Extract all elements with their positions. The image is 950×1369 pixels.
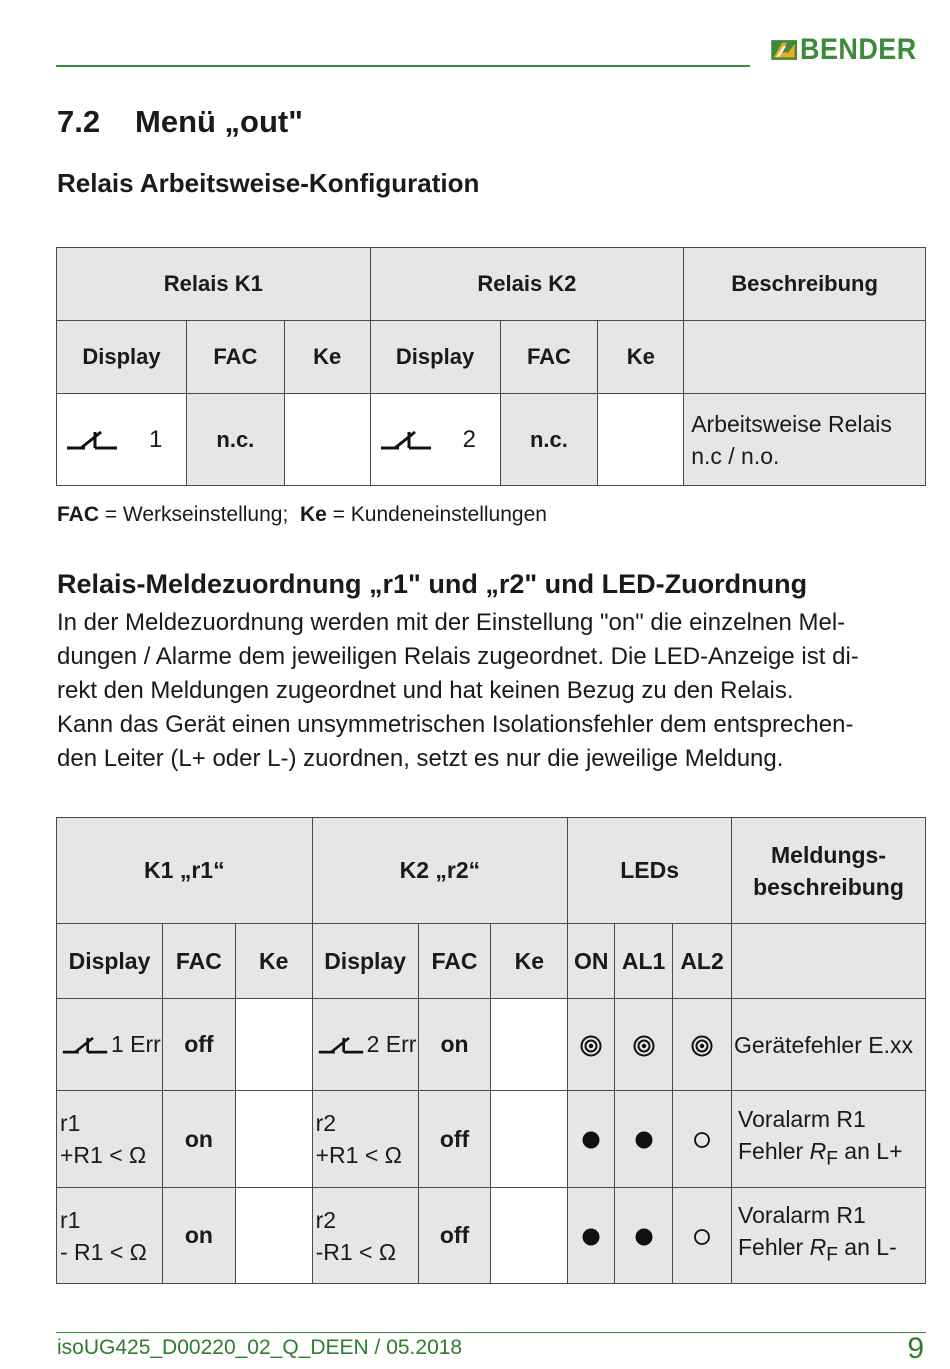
subheader-led-on: ON	[568, 924, 615, 999]
description-line1: Arbeitsweise Relais	[691, 410, 892, 437]
header-desc-line2: beschreibung	[753, 873, 904, 900]
k1-ke-value	[284, 394, 370, 486]
row2-k1-ke	[235, 1091, 312, 1188]
row2-description	[732, 1091, 926, 1188]
legend-ke-text: = Kundeneinstellungen	[326, 503, 547, 526]
subtitle-message-assignment: Relais-Meldezuordnung „r1" und „r2" und LED-Zuordnung	[57, 569, 808, 599]
row3-k2-line2: -R1 < Ω	[315, 1238, 397, 1265]
k2-display-number: 2	[462, 425, 476, 453]
relay-contact-icon	[317, 1034, 365, 1056]
row2-led-al1	[615, 1091, 673, 1188]
subtitle-relay-config: Relais Arbeitsweise-Konfiguration	[57, 168, 480, 198]
header-message-description	[732, 818, 926, 924]
subheader-ke: Ke	[284, 321, 370, 394]
subheader-empty	[732, 924, 926, 999]
row3-k2-fac: off	[418, 1188, 491, 1284]
led-on-icon	[634, 1130, 654, 1150]
k1-fac-value: n.c.	[186, 394, 284, 486]
row2-desc-line1: Voralarm R1	[738, 1105, 866, 1132]
subheader-ke: Ke	[235, 924, 312, 999]
row2-k2-line1: r2	[315, 1110, 337, 1136]
row1-led-on	[568, 999, 615, 1091]
paragraph-line: den Leiter (L+ oder L-) zuordnen, setzt es nur die jeweilige Meldung.	[57, 745, 784, 772]
k2-fac-value: n.c.	[500, 394, 598, 486]
k2-ke-value	[598, 394, 684, 486]
table-legend	[57, 503, 547, 527]
row3-desc-sub: F	[826, 1244, 838, 1266]
header-k1-r1: K1 „r1“	[57, 818, 313, 924]
relay-contact-icon	[61, 1034, 109, 1056]
subheader-fac: FAC	[418, 924, 491, 999]
subheader-display: Display	[57, 924, 163, 999]
led-on-icon	[581, 1227, 601, 1247]
row3-k1-line1: r1	[60, 1206, 81, 1233]
row2-k2-ke	[491, 1091, 568, 1188]
paragraph-line: dungen / Alarme dem jeweiligen Relais zugeordnet. Die LED-Anzeige ist di-	[57, 643, 859, 670]
row2-k1-display	[57, 1091, 163, 1188]
row3-k2-display	[312, 1188, 418, 1284]
row3-k2-ke	[491, 1188, 568, 1284]
row1-description: Gerätefehler E.xx	[732, 999, 926, 1091]
subheader-display: Display	[370, 321, 500, 394]
row1-k1-display	[57, 999, 163, 1091]
row2-led-on	[568, 1091, 615, 1188]
header-k2-r2: K2 „r2“	[312, 818, 568, 924]
paragraph-line: rekt den Meldungen zugeordnet und hat keinen Bezug zu den Relais.	[57, 677, 794, 704]
row2-desc-var: R	[809, 1137, 827, 1164]
row1-k1-fac: off	[162, 999, 235, 1091]
row1-led-al1	[615, 999, 673, 1091]
subheader-led-al1: AL1	[615, 924, 673, 999]
header-description: Beschreibung	[684, 248, 926, 321]
page-number: 9	[907, 1332, 924, 1365]
footer-document-id: isoUG425_D00220_02_Q_DEEN / 05.2018	[57, 1336, 463, 1359]
row1-k2-ke	[491, 999, 568, 1091]
footer-rule	[56, 1332, 926, 1333]
row3-k1-fac: on	[162, 1188, 235, 1284]
subheader-ke: Ke	[491, 924, 568, 999]
description-cell	[684, 394, 926, 486]
legend-fac-key: FAC	[57, 503, 99, 526]
row2-desc-line2	[738, 1135, 925, 1176]
legend-fac-text: = Werkseinstellung;	[99, 503, 289, 526]
subheader-display: Display	[312, 924, 418, 999]
row2-desc-pre: Fehler	[738, 1137, 810, 1164]
row3-desc-pre: Fehler	[738, 1234, 810, 1261]
relay-contact-icon	[65, 428, 119, 452]
row3-k1-ke	[235, 1188, 312, 1284]
row3-led-al1	[615, 1188, 673, 1284]
relay-contact-icon	[379, 428, 433, 452]
subheader-ke: Ke	[598, 321, 684, 394]
row1-k2-display-text: 2 Err	[366, 1031, 417, 1057]
row2-led-al2	[673, 1091, 732, 1188]
header-rule	[56, 65, 750, 67]
section-heading: Menü „out"	[135, 104, 303, 139]
row3-k1-line2: - R1 < Ω	[60, 1238, 147, 1265]
row2-k2-line2: +R1 < Ω	[315, 1142, 402, 1168]
row1-k1-ke	[235, 999, 312, 1091]
row3-description	[732, 1188, 926, 1284]
led-flashing-icon	[633, 1035, 655, 1057]
row3-k2-line1: r2	[315, 1206, 337, 1233]
description-line2: n.c / n.o.	[691, 442, 780, 469]
bender-logo-icon	[770, 32, 798, 68]
led-on-icon	[634, 1227, 654, 1247]
row3-desc-line2	[738, 1231, 925, 1272]
led-on-icon	[581, 1130, 601, 1150]
subheader-fac: FAC	[500, 321, 598, 394]
k1-display-number: 1	[149, 425, 163, 453]
row2-k1-fac: on	[162, 1091, 235, 1188]
relay-config-table	[56, 247, 926, 486]
row1-k2-fac: on	[418, 999, 491, 1091]
row2-k1-line1: r1	[60, 1110, 81, 1136]
row1-k2-display	[312, 999, 418, 1091]
led-flashing-icon	[691, 1035, 713, 1057]
row2-desc-post: an L+	[837, 1137, 903, 1164]
subheader-empty	[684, 321, 926, 394]
body-paragraph	[57, 606, 907, 776]
row3-desc-post: an L-	[837, 1234, 897, 1261]
k1-display-cell	[57, 394, 187, 486]
paragraph-line: Kann das Gerät einen unsymmetrischen Isolationsfehler dem entsprechen-	[57, 711, 854, 738]
subheader-fac: FAC	[186, 321, 284, 394]
subheader-fac: FAC	[162, 924, 235, 999]
subheader-display: Display	[57, 321, 187, 394]
row2-desc-sub: F	[826, 1148, 838, 1170]
row3-k1-display	[57, 1188, 163, 1284]
section-number: 7.2	[57, 104, 101, 139]
paragraph-line: In der Meldezuordnung werden mit der Einstellung "on" die einzelnen Mel-	[57, 609, 846, 636]
row1-k1-display-text: 1 Err	[111, 1031, 161, 1057]
subheader-led-al2: AL2	[673, 924, 732, 999]
row3-desc-line1: Voralarm R1	[738, 1202, 866, 1229]
row2-k2-display	[312, 1091, 418, 1188]
header-relay-k1: Relais K1	[57, 248, 371, 321]
header-desc-line1: Meldungs-	[771, 841, 886, 868]
header-leds: LEDs	[568, 818, 732, 924]
message-assignment-table	[56, 817, 926, 1284]
header-relay-k2: Relais K2	[370, 248, 684, 321]
brand-logo	[770, 30, 930, 70]
legend-ke-key: Ke	[299, 503, 327, 526]
led-off-icon	[693, 1131, 711, 1149]
row3-desc-var: R	[809, 1234, 827, 1261]
row1-led-al2	[673, 999, 732, 1091]
row2-k2-fac: off	[418, 1091, 491, 1188]
k2-display-cell	[370, 394, 500, 486]
led-flashing-icon	[580, 1035, 602, 1057]
brand-name: BENDER	[800, 33, 918, 66]
row2-k1-line2: +R1 < Ω	[60, 1142, 147, 1168]
section-title	[57, 104, 303, 140]
led-off-icon	[693, 1228, 711, 1246]
row3-led-on	[568, 1188, 615, 1284]
row3-led-al2	[673, 1188, 732, 1284]
